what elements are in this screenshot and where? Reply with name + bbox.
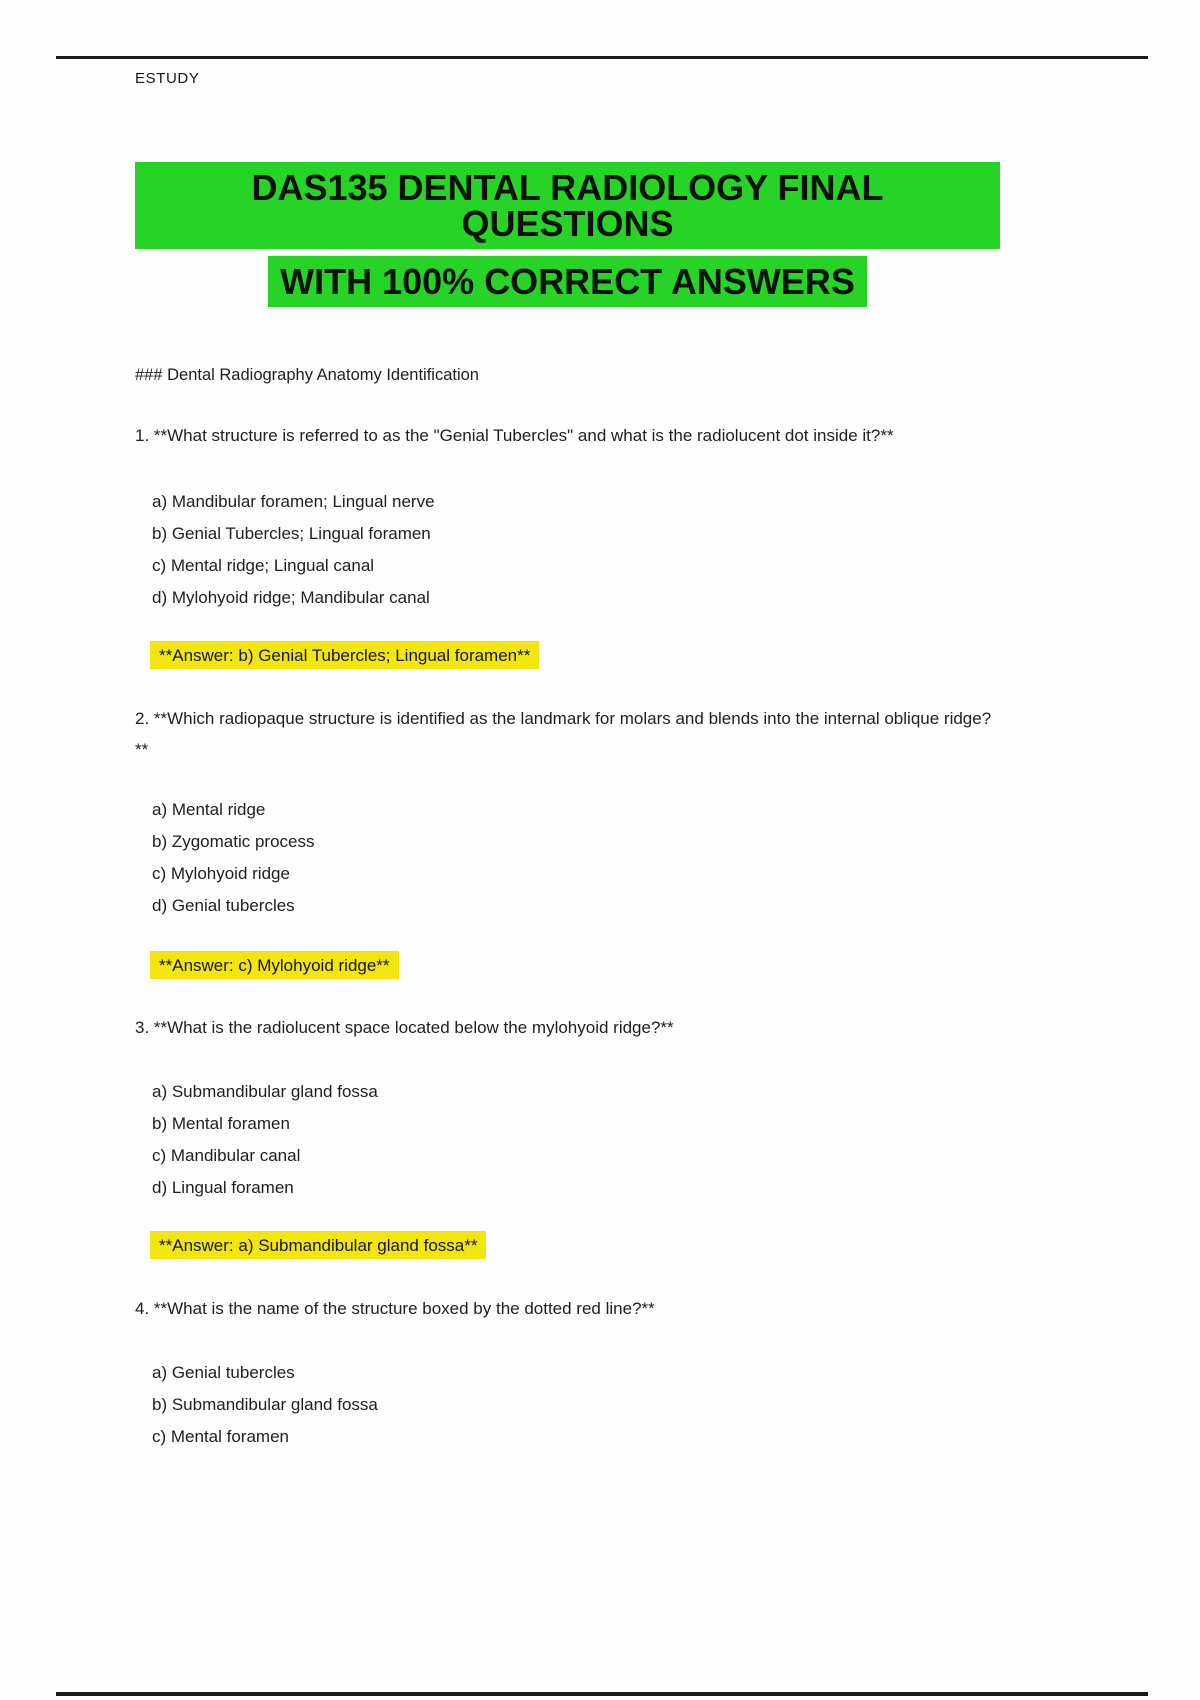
question-2-text: 2. **Which radiopaque structure is identified as the landmark for molars and blends into the internal oblique ridge?** <box>135 709 992 759</box>
option-a: a) Mental ridge <box>152 800 266 819</box>
option-c: c) Mental ridge; Lingual canal <box>152 556 375 575</box>
question-2-answer <box>150 951 399 979</box>
footer-rule <box>56 1692 1148 1696</box>
answer-highlight: **Answer: a) Submandibular gland fossa** <box>150 1231 486 1259</box>
option-b: b) Genial Tubercles; Lingual foramen <box>152 524 431 543</box>
option-a: a) Submandibular gland fossa <box>152 1082 378 1101</box>
document-title <box>135 162 1000 314</box>
answer-highlight: **Answer: c) Mylohyoid ridge** <box>150 951 399 979</box>
option-b: b) Zygomatic process <box>152 832 315 851</box>
option-c: c) Mandibular canal <box>152 1146 301 1165</box>
title-row-1 <box>135 162 1000 249</box>
option-d: d) Mylohyoid ridge; Mandibular canal <box>152 588 430 607</box>
option-b: b) Submandibular gland fossa <box>152 1395 378 1414</box>
header-rule <box>56 56 1148 59</box>
title-line-2: WITH 100% CORRECT ANSWERS <box>268 256 867 307</box>
section-heading: ### Dental Radiography Anatomy Identification <box>135 366 479 384</box>
option-c: c) Mental foramen <box>152 1427 289 1446</box>
title-row-2 <box>135 256 1000 307</box>
question-3-text: 3. **What is the radiolucent space located below the mylohyoid ridge?** <box>135 1018 674 1037</box>
option-a: a) Mandibular foramen; Lingual nerve <box>152 492 435 511</box>
question-1-options <box>152 486 435 614</box>
question-3-answer <box>150 1231 486 1259</box>
option-c: c) Mylohyoid ridge <box>152 864 290 883</box>
option-a: a) Genial tubercles <box>152 1363 295 1382</box>
question-1-answer <box>150 641 539 669</box>
option-b: b) Mental foramen <box>152 1114 290 1133</box>
option-d: d) Genial tubercles <box>152 896 295 915</box>
answer-highlight: **Answer: b) Genial Tubercles; Lingual foramen** <box>150 641 539 669</box>
option-d: d) Lingual foramen <box>152 1178 294 1197</box>
brand-label: ESTUDY <box>135 70 200 87</box>
question-4-options <box>152 1357 378 1453</box>
title-line-1: DAS135 DENTAL RADIOLOGY FINAL QUESTIONS <box>135 162 1000 249</box>
question-2-options <box>152 794 315 922</box>
question-3-options <box>152 1076 378 1204</box>
question-4-text: 4. **What is the name of the structure boxed by the dotted red line?** <box>135 1299 655 1318</box>
question-1-text: 1. **What structure is referred to as the "Genial Tubercles" and what is the radiolucent dot inside it?** <box>135 426 894 445</box>
